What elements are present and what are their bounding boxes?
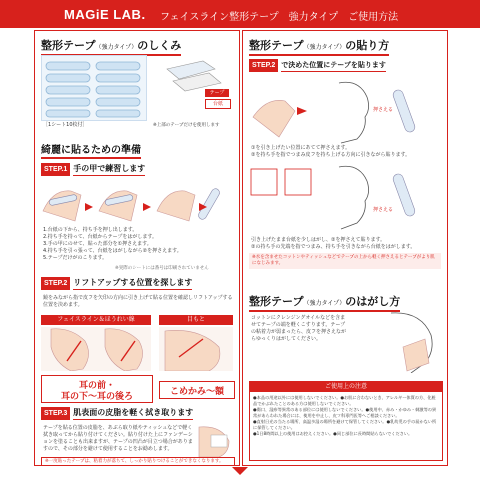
notice-line-1: ●本品の用途以外には使用しないでください。●お肌に合わないとき、アレルギー体質の方、化粧品でかぶれたことのある方は使用しないでください。 <box>253 395 436 406</box>
notice-line-2: ●傷口、湿疹等異常のある部位には使用しないでください。●使用中、赤み・かゆみ・刺激等の異常があらわれた場合には、使用を中止し、皮フ科専門医等へご相談ください。 <box>253 407 437 418</box>
remove-illustration <box>351 311 441 373</box>
notice-lines <box>253 395 439 437</box>
header-bar <box>0 0 480 28</box>
remove-svg <box>351 311 441 373</box>
peel-line-2: ②の持ち手の先端を指でつまみ、持ち手を引きながら台紙をはがします。 <box>251 244 416 250</box>
remove-heading: 整形テープ（強力タイプ）のはがし方 <box>249 293 400 312</box>
faceline-svg <box>41 327 151 371</box>
preparation-heading: 綺麗に貼るための準備 <box>41 141 141 159</box>
step3-header <box>41 407 193 420</box>
right-panel <box>242 30 448 466</box>
apply-step-header <box>249 59 386 72</box>
remove-description: コットンにクレンジングオイルなどを含ませてテープの端を軽くこすります。テープの粘着力が弱まったら、皮フを押さえながらゆっくりはがしてください。 <box>251 315 347 342</box>
notice-title: ご使用上の注意 <box>250 382 442 392</box>
peel-instructions <box>251 237 441 251</box>
brand-logo: MAGiE LAB. <box>64 7 146 22</box>
apply-heading: 整形テープ（強力タイプ）の貼り方 <box>249 37 389 56</box>
apply-step-badge: STEP.2 <box>249 59 278 72</box>
tape-sheet-illustration <box>41 55 147 121</box>
position-label-line2: 耳の下〜耳の後ろ <box>60 392 133 402</box>
eye-position-label <box>159 381 235 399</box>
notice-box <box>249 381 443 461</box>
step3-note: ※一度貼ったテープは、粘着力が落ちて、しっかり貼りつけることができなくなります。 <box>45 459 224 464</box>
eye-label: こめかみ〜額 <box>169 387 224 397</box>
step1-line-2: 2.持ち手を持って、台紙からテープをはがします。 <box>43 234 158 240</box>
eye-svg <box>159 327 233 371</box>
press-label-2: 押さえる <box>373 207 394 213</box>
step3-text: 肌表面の皮脂を軽く拭き取ります <box>73 407 193 420</box>
mechanism-heading: 整形テープ（強力タイプ）のしくみ <box>41 37 181 56</box>
step1-line-4: 4.持ち手を引っ張って、台紙をはがしながら②を押さえます。 <box>43 248 182 254</box>
apply-illustration <box>249 77 441 145</box>
step3-badge: STEP.3 <box>41 407 70 420</box>
apply-line-2: ②を持ち手を指でつまみ皮フを持ち上げる方向に引きながら貼ります。 <box>251 152 411 158</box>
apply-svg <box>249 77 441 145</box>
step1-text: 手の甲で練習します <box>73 163 145 176</box>
eye-illustration <box>159 327 233 371</box>
step3-description: テープを貼る位置の皮脂を、あぶら取り紙やティッシュなどで軽く拭き取ってから貼り付けてください。貼り付けた上にファンデーションを塗ることも出来ますが、テープの凹凸が目立つ場合がありますので、その部分を避けて使用することをお勧めします。 <box>43 425 193 452</box>
step1-number-note: ※実際のシートには番号は印刷されていません <box>115 266 209 271</box>
tab-faceline: フェイスライン＆ほうれい線 <box>41 315 151 325</box>
peel-line-1: 引き上げたまま台紙を少しはがし、②を押さえて貼ります。 <box>251 237 386 243</box>
step1-line-3: 3.手の甲にのせて、貼った部分を①押さえます。 <box>43 241 152 247</box>
step3-svg <box>197 425 233 457</box>
bottom-arrow-svg <box>0 467 480 480</box>
tab-eyes: 目もと <box>159 315 233 325</box>
step1-line-1: 1.台紙の下から、持ち手を押し出します。 <box>43 227 138 233</box>
faceline-illustration <box>41 327 151 371</box>
upper-tape-note: ※上部のテープだけを使用します <box>153 123 220 128</box>
step2-description: 鏡をみながら指で皮フを矢印の方向に引き上げて貼る位置を確認しリフトアップする位置を決めます。 <box>43 295 233 308</box>
apply-instructions <box>251 145 441 159</box>
step1-badge: STEP.1 <box>41 163 70 176</box>
sheet-label: ［1シート10枚付］ <box>43 122 88 128</box>
tape-sheet-svg <box>42 56 146 120</box>
faceline-position-label <box>41 375 153 403</box>
step1-illustration <box>41 181 233 225</box>
notice-line-4: ●1日8時間以上の使用はお控えください。●同じ部位に長時間貼らないでください。 <box>253 431 413 436</box>
press-label-1: 押さえる <box>373 107 394 113</box>
apply-illustration-2 <box>249 163 441 233</box>
apply-svg-2 <box>249 163 441 233</box>
apply-step-text: で決めた位置にテープを貼ります <box>281 59 386 72</box>
position-label-line1: 耳の前・ <box>78 381 115 391</box>
apply-caution-box <box>249 253 441 269</box>
step1-svg <box>41 181 233 225</box>
step2-header <box>41 277 192 290</box>
notice-line-3: ●直射日光の当たる場所、高温多湿の場所を避けて保管してください。●乳幼児の手の届かない所に保管してください。 <box>253 419 437 430</box>
step1-line-5: 5.テープだけがのこります。 <box>43 255 108 261</box>
step3-note-box <box>41 457 235 466</box>
step3-illustration <box>197 425 233 457</box>
step2-badge: STEP.2 <box>41 277 70 290</box>
step1-instructions <box>43 227 233 262</box>
left-panel <box>34 30 240 466</box>
liner-label: 台紙 <box>205 99 231 109</box>
page-title: フェイスライン整形テープ 強力タイプ ご使用方法 <box>160 12 399 23</box>
step2-text: リフトアップする位置を探します <box>73 277 192 290</box>
tape-label: テープ <box>205 89 229 97</box>
bottom-arrow-decoration <box>0 466 480 480</box>
apply-line-1: ①を引き上げたい位置にあてて押さえます。 <box>251 145 351 151</box>
step1-header <box>41 163 145 176</box>
apply-caution: ※水を含ませたコットンやティッシュなどでテープの上から軽く押さえるとテープがより肌になじみます。 <box>252 255 435 266</box>
